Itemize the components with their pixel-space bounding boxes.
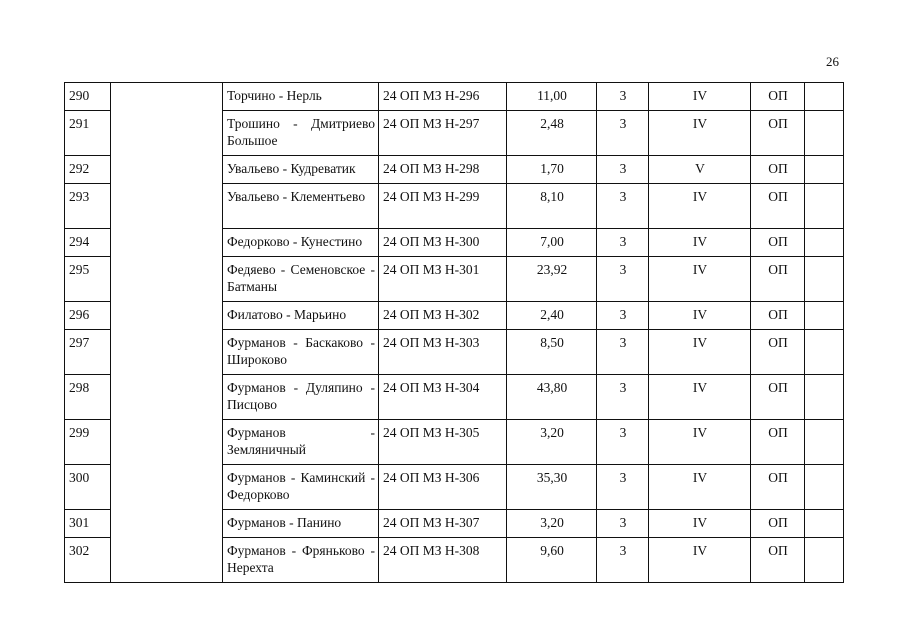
row-number-cell: 292 <box>65 156 111 184</box>
category-cell: IV <box>649 375 751 420</box>
row-number-cell: 295 <box>65 257 111 302</box>
lanes-cell: 3 <box>597 257 649 302</box>
lanes-cell: 3 <box>597 302 649 330</box>
lanes-cell: 3 <box>597 465 649 510</box>
route-name-cell: Фурманов - Дуляпино - Писцово <box>223 375 379 420</box>
length-cell: 2,40 <box>507 302 597 330</box>
category-cell: IV <box>649 330 751 375</box>
length-cell: 23,92 <box>507 257 597 302</box>
lanes-cell: 3 <box>597 510 649 538</box>
road-id-cell: 24 ОП МЗ Н-299 <box>379 184 507 229</box>
road-id-cell: 24 ОП МЗ Н-304 <box>379 375 507 420</box>
road-id-cell: 24 ОП МЗ Н-303 <box>379 330 507 375</box>
road-id-cell: 24 ОП МЗ Н-306 <box>379 465 507 510</box>
length-cell: 43,80 <box>507 375 597 420</box>
significance-cell: ОП <box>751 510 805 538</box>
significance-cell: ОП <box>751 538 805 583</box>
row-number-cell: 293 <box>65 184 111 229</box>
row-number-cell: 297 <box>65 330 111 375</box>
category-cell: IV <box>649 184 751 229</box>
significance-cell: ОП <box>751 257 805 302</box>
route-name-cell: Федяево - Семеновское - Батманы <box>223 257 379 302</box>
significance-cell: ОП <box>751 420 805 465</box>
row-number-cell: 290 <box>65 83 111 111</box>
route-name-cell: Фурманов - Фряньково - Нерехта <box>223 538 379 583</box>
road-id-cell: 24 ОП МЗ Н-297 <box>379 111 507 156</box>
row-number-cell: 300 <box>65 465 111 510</box>
notes-cell <box>805 375 844 420</box>
category-cell: IV <box>649 229 751 257</box>
route-name-cell: Увальево - Клементьево <box>223 184 379 229</box>
significance-cell: ОП <box>751 111 805 156</box>
route-name-cell: Фурманов - Каминский - Федорково <box>223 465 379 510</box>
length-cell: 2,48 <box>507 111 597 156</box>
length-cell: 8,50 <box>507 330 597 375</box>
notes-cell <box>805 184 844 229</box>
category-cell: IV <box>649 420 751 465</box>
route-name-cell: Фурманов - Панино <box>223 510 379 538</box>
lanes-cell: 3 <box>597 330 649 375</box>
length-cell: 35,30 <box>507 465 597 510</box>
road-id-cell: 24 ОП МЗ Н-302 <box>379 302 507 330</box>
table-body <box>65 83 844 583</box>
category-cell: IV <box>649 302 751 330</box>
road-id-cell: 24 ОП МЗ Н-307 <box>379 510 507 538</box>
route-name-cell: Торчино - Нерль <box>223 83 379 111</box>
road-registry-table <box>64 82 844 583</box>
road-id-cell: 24 ОП МЗ Н-301 <box>379 257 507 302</box>
significance-cell: ОП <box>751 330 805 375</box>
row-number-cell: 294 <box>65 229 111 257</box>
notes-cell <box>805 510 844 538</box>
row-number-cell: 302 <box>65 538 111 583</box>
lanes-cell: 3 <box>597 111 649 156</box>
notes-cell <box>805 465 844 510</box>
length-cell: 3,20 <box>507 510 597 538</box>
merged-empty-cell <box>111 83 223 583</box>
row-number-cell: 298 <box>65 375 111 420</box>
notes-cell <box>805 111 844 156</box>
category-cell: IV <box>649 111 751 156</box>
significance-cell: ОП <box>751 184 805 229</box>
length-cell: 8,10 <box>507 184 597 229</box>
category-cell: IV <box>649 257 751 302</box>
significance-cell: ОП <box>751 156 805 184</box>
road-id-cell: 24 ОП МЗ Н-298 <box>379 156 507 184</box>
category-cell: IV <box>649 83 751 111</box>
row-number-cell: 299 <box>65 420 111 465</box>
route-name-cell: Федорково - Кунестино <box>223 229 379 257</box>
road-id-cell: 24 ОП МЗ Н-308 <box>379 538 507 583</box>
row-number-cell: 296 <box>65 302 111 330</box>
category-cell: V <box>649 156 751 184</box>
road-id-cell: 24 ОП МЗ Н-296 <box>379 83 507 111</box>
route-name-cell: Фурманов - Баскаково - Широково <box>223 330 379 375</box>
lanes-cell: 3 <box>597 83 649 111</box>
length-cell: 9,60 <box>507 538 597 583</box>
road-id-cell: 24 ОП МЗ Н-305 <box>379 420 507 465</box>
route-name-cell: Филатово - Марьино <box>223 302 379 330</box>
significance-cell: ОП <box>751 302 805 330</box>
route-name-cell: Трошино - Дмитриево Большое <box>223 111 379 156</box>
significance-cell: ОП <box>751 375 805 420</box>
page-number: 26 <box>826 54 839 69</box>
category-cell: IV <box>649 538 751 583</box>
notes-cell <box>805 229 844 257</box>
length-cell: 3,20 <box>507 420 597 465</box>
category-cell: IV <box>649 465 751 510</box>
significance-cell: ОП <box>751 83 805 111</box>
notes-cell <box>805 330 844 375</box>
length-cell: 11,00 <box>507 83 597 111</box>
notes-cell <box>805 156 844 184</box>
row-number-cell: 301 <box>65 510 111 538</box>
notes-cell <box>805 83 844 111</box>
notes-cell <box>805 420 844 465</box>
lanes-cell: 3 <box>597 538 649 583</box>
lanes-cell: 3 <box>597 184 649 229</box>
lanes-cell: 3 <box>597 420 649 465</box>
table-row <box>65 83 844 111</box>
length-cell: 1,70 <box>507 156 597 184</box>
significance-cell: ОП <box>751 229 805 257</box>
notes-cell <box>805 538 844 583</box>
category-cell: IV <box>649 510 751 538</box>
route-name-cell: Увальево - Кудреватик <box>223 156 379 184</box>
notes-cell <box>805 257 844 302</box>
lanes-cell: 3 <box>597 375 649 420</box>
lanes-cell: 3 <box>597 229 649 257</box>
route-name-cell: Фурманов - Земляничный <box>223 420 379 465</box>
row-number-cell: 291 <box>65 111 111 156</box>
length-cell: 7,00 <box>507 229 597 257</box>
road-id-cell: 24 ОП МЗ Н-300 <box>379 229 507 257</box>
lanes-cell: 3 <box>597 156 649 184</box>
notes-cell <box>805 302 844 330</box>
significance-cell: ОП <box>751 465 805 510</box>
